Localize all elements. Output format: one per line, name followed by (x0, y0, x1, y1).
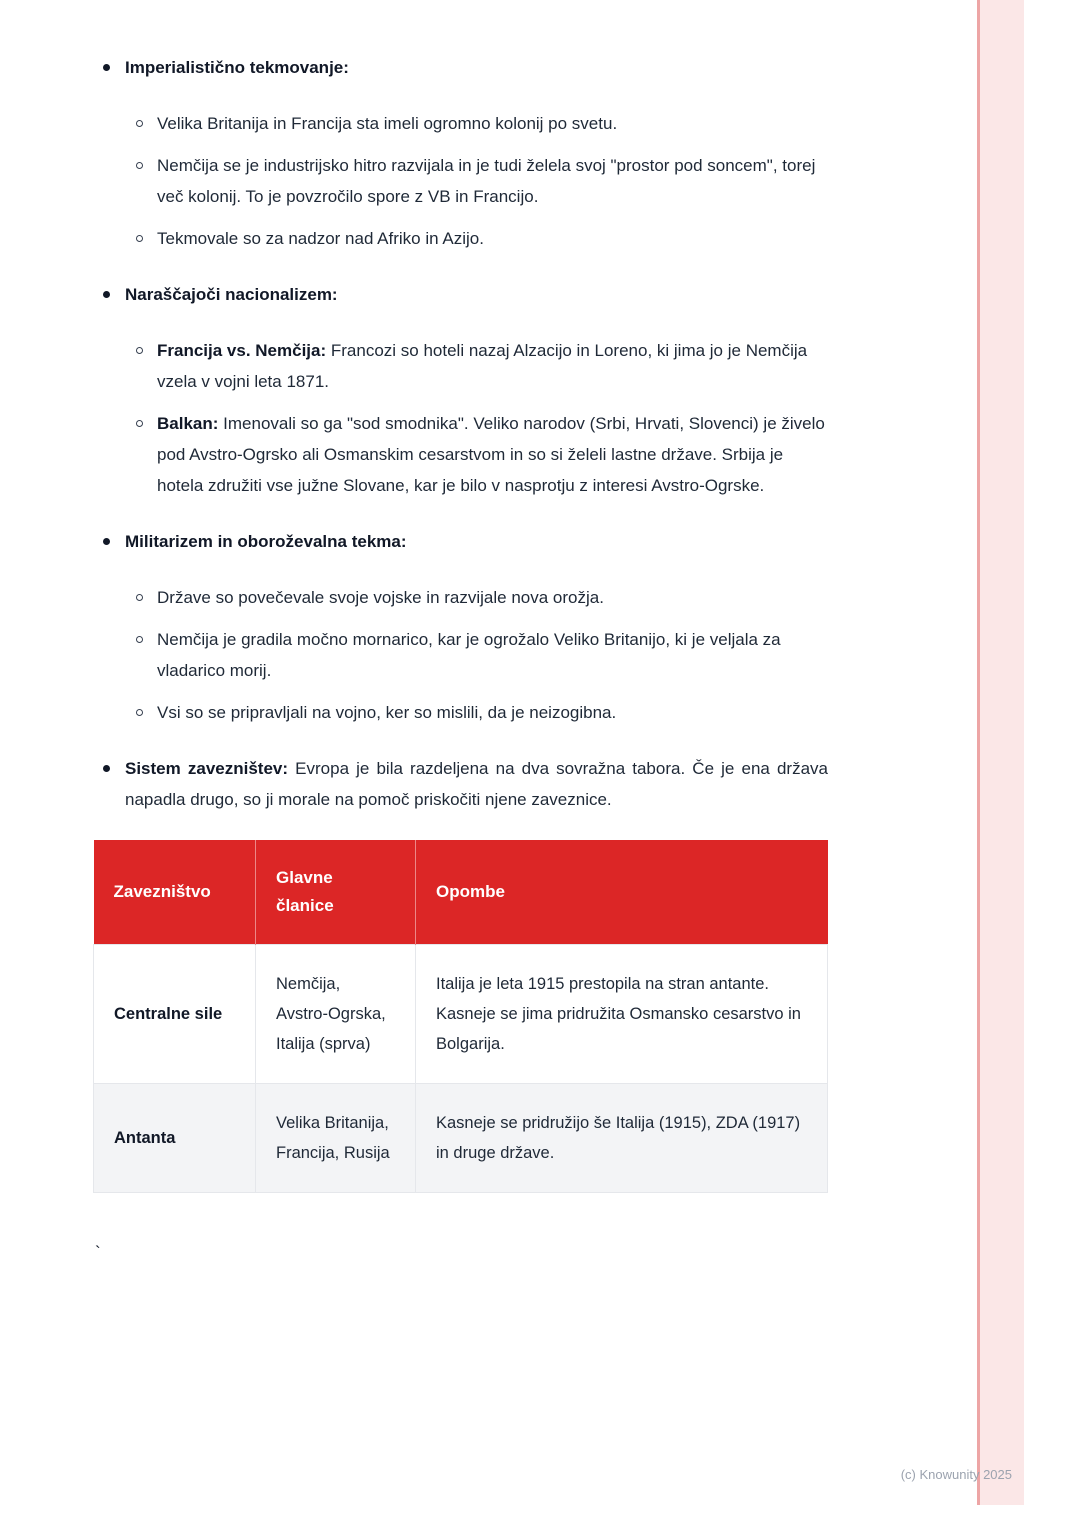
list-item (125, 408, 828, 501)
section-nationalism (93, 279, 828, 501)
term-label: Balkan: (157, 414, 219, 433)
sub-list (93, 335, 828, 501)
list-item-text: Nemčija se je industrijsko hitro razvijala in je tudi želela svoj "prostor pod soncem", torej več kolonij. To je povzročilo spore z VB in Francijo. (157, 156, 816, 206)
bullet-dot-icon (93, 753, 125, 784)
paragraph-text (125, 753, 828, 815)
table-header-members: Glavne članice (256, 840, 416, 945)
bullet-dot-icon (93, 279, 125, 310)
sub-list (93, 582, 828, 728)
list-item (125, 624, 828, 686)
cell-alliance: Centralne sile (94, 945, 256, 1084)
table-header-notes: Opombe (416, 840, 828, 945)
list-item (125, 108, 828, 139)
cell-members: Velika Britanija, Francija, Rusija (256, 1084, 416, 1193)
list-item-text: Tekmovale so za nadzor nad Afriko in Azijo. (157, 229, 484, 248)
list-item-text: Vsi so se pripravljali na vojno, ker so mislili, da je neizogibna. (157, 703, 617, 722)
bullet-dot-icon (93, 52, 125, 83)
table-row-central-powers (94, 945, 828, 1084)
table-header-alliance: Zavezništvo (94, 840, 256, 945)
stray-backtick: ` (95, 1243, 101, 1262)
list-item-text: Nemčija je gradila močno mornarico, kar je ogrožalo Veliko Britanijo, ki je veljala za vladarico morij. (157, 630, 781, 680)
circle-bullet-icon (125, 335, 157, 366)
term-label: Sistem zavezništev: (125, 759, 289, 778)
list-item (125, 697, 828, 728)
section-title: Naraščajoči nacionalizem: (125, 285, 338, 304)
section-heading-row (93, 279, 828, 310)
table-row-entente (94, 1084, 828, 1193)
bullet-dot-icon (93, 526, 125, 557)
circle-bullet-icon (125, 582, 157, 613)
page-accent-stripe (977, 0, 1024, 1505)
list-item-text: Velika Britanija in Francija sta imeli ogromno kolonij po svetu. (157, 114, 618, 133)
circle-bullet-icon (125, 150, 157, 181)
section-title: Imperialistično tekmovanje: (125, 58, 349, 77)
copyright-footer: (c) Knowunity 2025 (900, 1467, 1012, 1482)
list-item (125, 223, 828, 254)
section-heading-row (93, 52, 828, 83)
paragraph-row (93, 753, 828, 815)
alliance-table (93, 840, 828, 1193)
circle-bullet-icon (125, 408, 157, 439)
circle-bullet-icon (125, 108, 157, 139)
list-item-text (157, 408, 828, 501)
term-label: Francija vs. Nemčija: (157, 341, 327, 360)
cell-notes: Kasneje se pridružijo še Italija (1915), ZDA (1917) in druge države. (416, 1084, 828, 1193)
circle-bullet-icon (125, 223, 157, 254)
table-body (94, 945, 828, 1193)
term-description: Francozi so hoteli nazaj Alzacijo in Loreno, ki jima jo je Nemčija vzela v vojni leta 1871. (157, 341, 808, 391)
cell-notes: Italija je leta 1915 prestopila na stran antante. Kasneje se jima pridružita Osmansko cesarstvo in Bolgarija. (416, 945, 828, 1084)
section-title: Militarizem in oboroževalna tekma: (125, 532, 407, 551)
cell-members: Nemčija, Avstro-Ogrska, Italija (sprva) (256, 945, 416, 1084)
notes-content (93, 52, 828, 1268)
list-item (125, 150, 828, 212)
table-header-row (94, 840, 828, 945)
circle-bullet-icon (125, 624, 157, 655)
term-description: Evropa je bila razdeljena na dva sovražna tabora. Če je ena država napadla drugo, so ji morale na pomoč priskočiti njene zaveznice. (125, 759, 828, 809)
section-heading-row (93, 526, 828, 557)
list-item-text (157, 335, 828, 397)
sub-list (93, 108, 828, 254)
section-imperialism (93, 52, 828, 254)
table-header (94, 840, 828, 945)
list-item (125, 582, 828, 613)
list-item (125, 335, 828, 397)
term-description: Imenovali so ga "sod smodnika". Veliko narodov (Srbi, Hrvati, Slovenci) je živelo pod Avstro-Ogrsko ali Osmanskim cesarstvom in so si želeli lastne države. Srbija je hotela združiti vse južne Slovane, kar je bilo v nasprotju z interesi Avstro-Ogrske. (157, 414, 825, 495)
circle-bullet-icon (125, 697, 157, 728)
list-item-text: Države so povečevale svoje vojske in razvijale nova orožja. (157, 588, 604, 607)
section-militarism (93, 526, 828, 728)
cell-alliance: Antanta (94, 1084, 256, 1193)
section-alliances (93, 753, 828, 815)
